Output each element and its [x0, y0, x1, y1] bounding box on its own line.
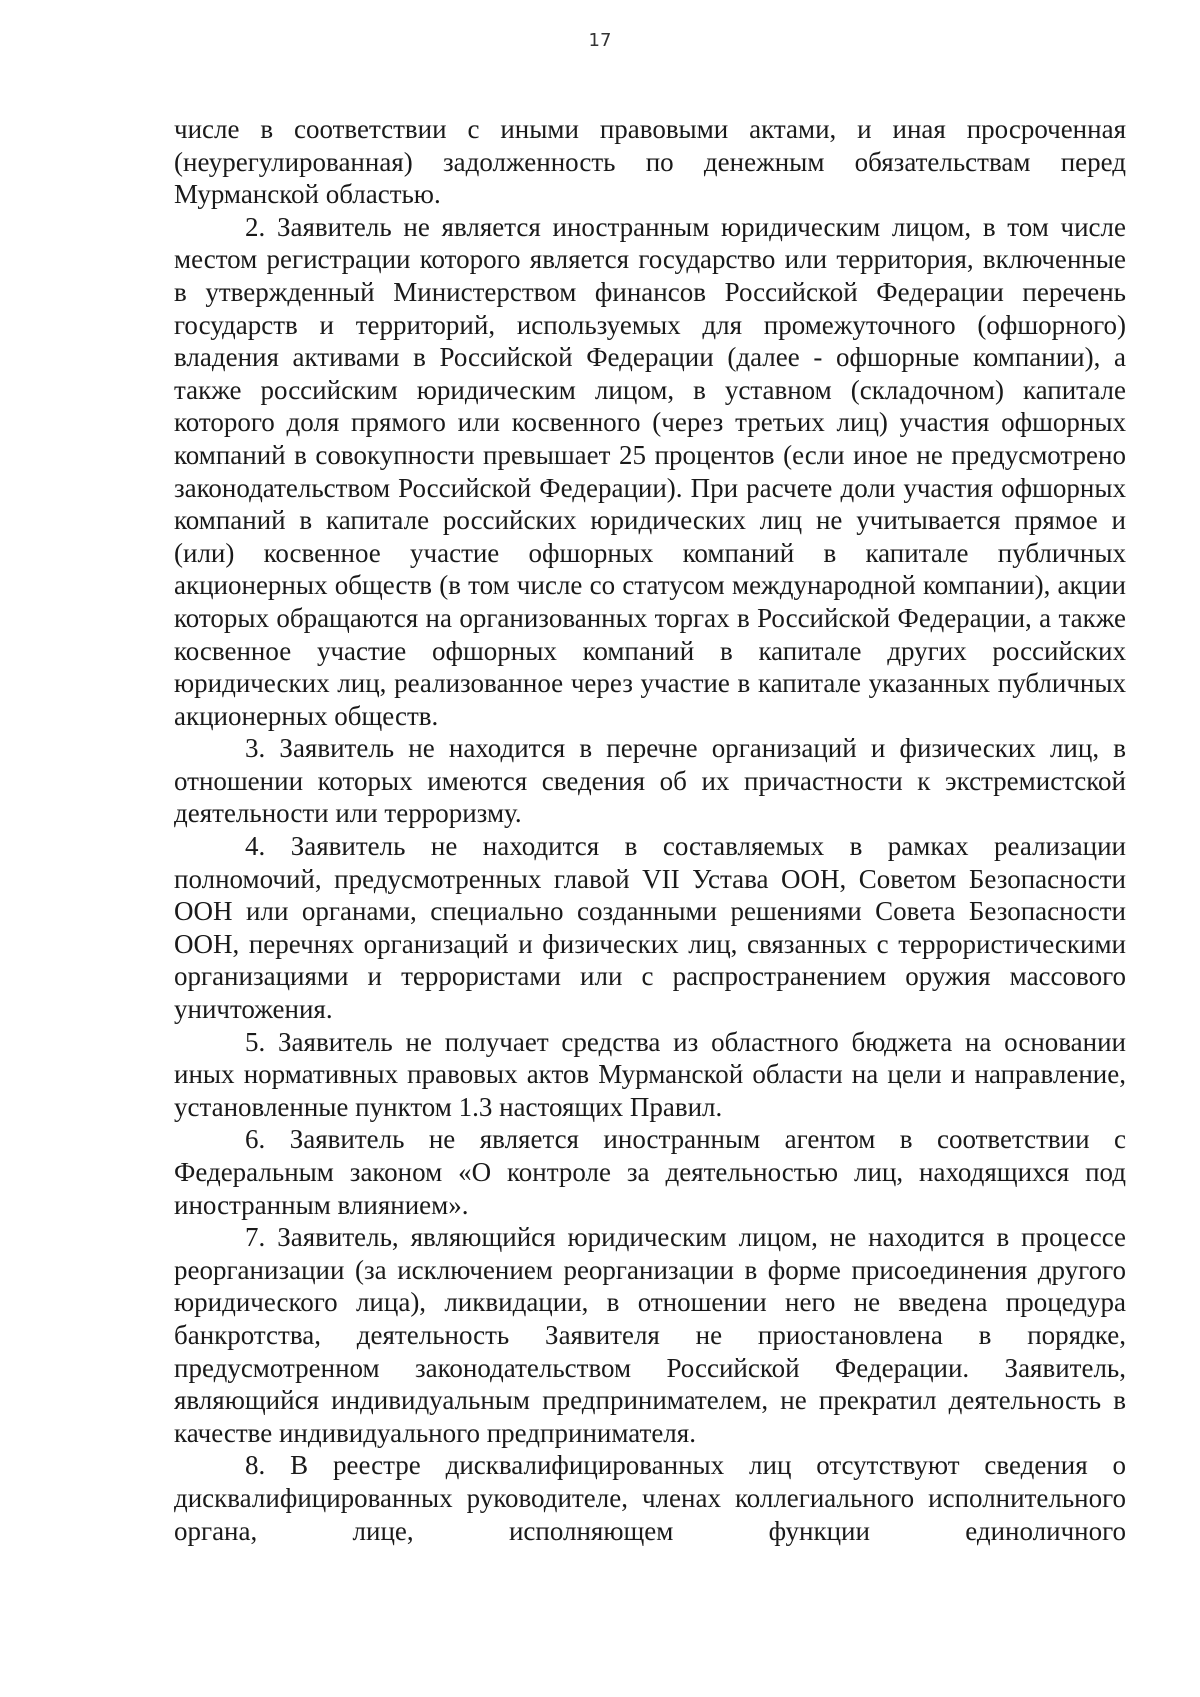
document-body [174, 113, 1126, 1547]
paragraph-continuation: числе в соответствии с иными правовыми актами, и иная просроченная (неурегулированная) задолженность по денежным обязательствам перед Мурманской областью. [174, 114, 1126, 210]
paragraph-item-8: 8. В реестре дисквалифицированных лиц отсутствуют сведения о дисквалифицированных руководителе, членах коллегиального исполнительного органа, лице, исполняющем функции единоличного [174, 1450, 1126, 1546]
paragraph-item-6: 6. Заявитель не является иностранным агентом в соответствии с Федеральным законом «О контроле за деятельностью лиц, находящихся под иностранным влиянием». [174, 1124, 1126, 1220]
paragraph-item-3: 3. Заявитель не находится в перечне организаций и физических лиц, в отношении которых имеются сведения об их причастности к экстремистской деятельности или терроризму. [174, 733, 1126, 829]
page-number: 17 [588, 30, 612, 51]
paragraph-item-5: 5. Заявитель не получает средства из областного бюджета на основании иных нормативных правовых актов Мурманской области на цели и направление, установленные пунктом 1.3 настоящих Правил. [174, 1026, 1126, 1122]
paragraph-item-4: 4. Заявитель не находится в составляемых в рамках реализации полномочий, предусмотренных главой VII Устава ООН, Советом Безопасности ООН или органами, специально созданными решениями Совета Безопасности ООН, перечнях организаций и физических лиц, связанных с террористическими организациями и террористами или с распространением оружия массового уничтожения. [174, 831, 1126, 1025]
paragraph-item-2: 2. Заявитель не является иностранным юридическим лицом, в том числе местом регистрации которого является государство или территория, включенные в утвержденный Министерством финансов Российской Федерации перечень государств и территорий, используемых для промежуточного (офшорного) владения активами в Российской Федерации (далее - офшорные компании), а также российским юридическим лицом, в уставном (складочном) капитале которого доля прямого или косвенного (через третьих лиц) участия офшорных компаний в совокупности превышает 25 процентов (если иное не предусмотрено законодательством Российской Федерации). При расчете доли участия офшорных компаний в капитале российских юридических лиц не учитывается прямое и (или) косвенное участие офшорных компаний в капитале публичных акционерных обществ (в том числе со статусом международной компании), акции которых обращаются на организованных торгах в Российской Федерации, а также косвенное участие офшорных компаний в капитале других российских юридических лиц, реализованное через участие в капитале указанных публичных акционерных обществ. [174, 211, 1126, 731]
paragraph-item-7: 7. Заявитель, являющийся юридическим лицом, не находится в процессе реорганизации (за исключением реорганизации в форме присоединения другого юридического лица), ликвидации, в отношении него не введена процедура банкротства, деятельность Заявителя не приостановлена в порядке, предусмотренном законодательством Российской Федерации. Заявитель, являющийся индивидуальным предпринимателем, не прекратил деятельность в качестве индивидуального предпринимателя. [174, 1222, 1126, 1448]
